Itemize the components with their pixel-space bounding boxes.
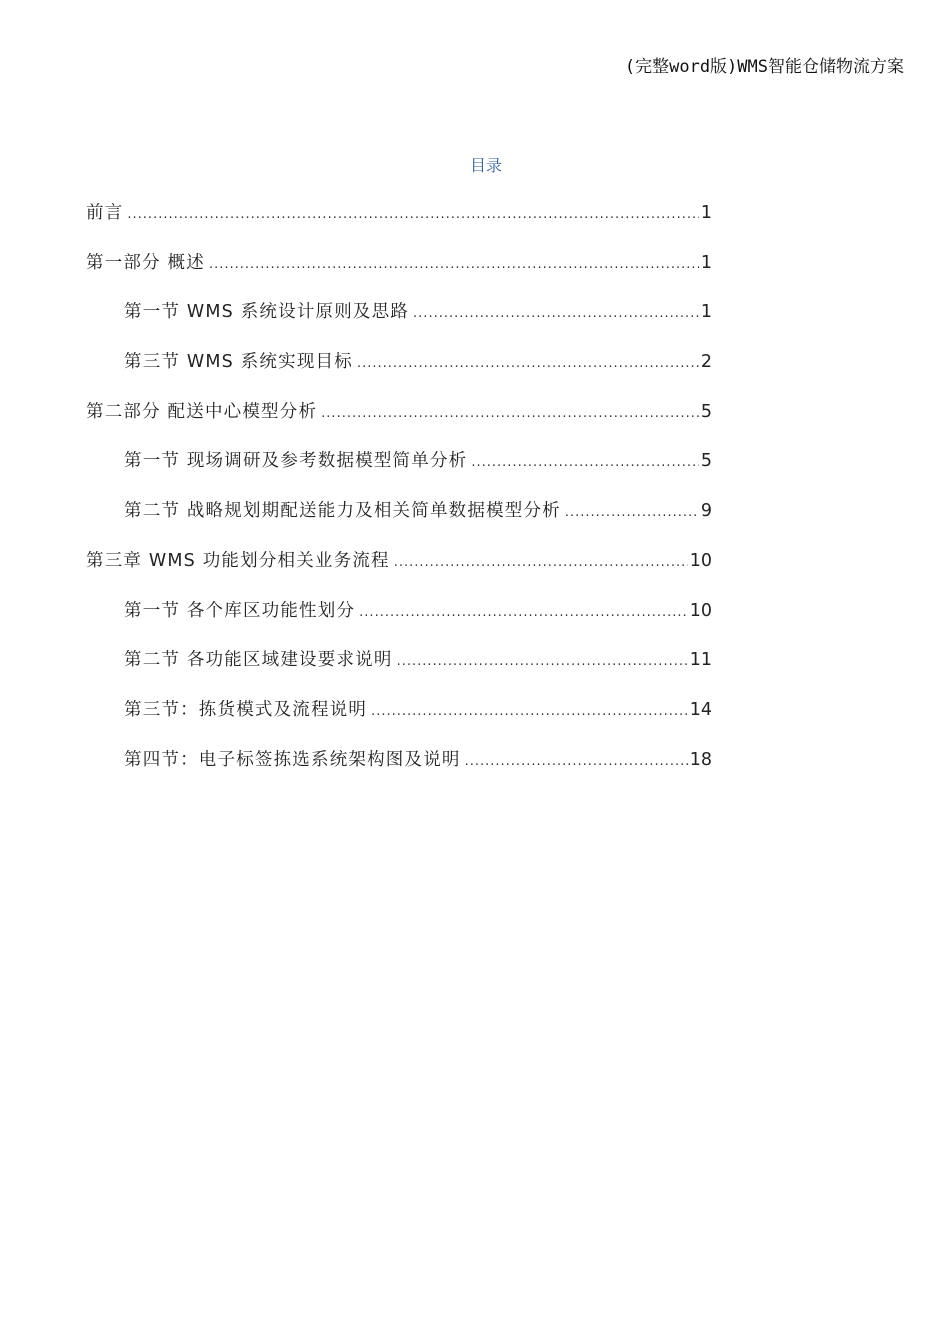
- toc-entry-chapter-3-section-1[interactable]: [86, 597, 712, 647]
- toc-dot-leader: [359, 605, 688, 620]
- toc-page-number: 9: [700, 501, 712, 522]
- toc-page-number: 1: [700, 252, 712, 273]
- toc-page-number: 5: [700, 401, 712, 422]
- document-header-title: (完整word版)WMS智能仓储物流方案: [624, 57, 904, 77]
- toc-dot-leader: [357, 356, 699, 371]
- toc-page-number: 11: [689, 650, 712, 671]
- toc-entry-part-1[interactable]: [86, 249, 712, 299]
- toc-entry-text: 第一节 现场调研及参考数据模型简单分析: [124, 451, 468, 472]
- toc-dot-leader: [394, 555, 688, 570]
- toc-dot-leader: [127, 207, 698, 222]
- toc-dot-leader: [413, 306, 699, 321]
- toc-title: 目录: [469, 156, 502, 175]
- toc-entry-part-2[interactable]: [86, 398, 712, 448]
- toc-entry-text: 第四节：电子标签拣选系统架构图及说明: [124, 749, 461, 770]
- toc-entry-preface[interactable]: [86, 199, 712, 249]
- toc-entry-text: 第二节 战略规划期配送能力及相关简单数据模型分析: [124, 501, 561, 522]
- toc-dot-leader: [471, 455, 698, 470]
- toc-entry-chapter-3-section-2[interactable]: [86, 646, 712, 696]
- toc-dot-leader: [465, 754, 688, 769]
- toc-dot-leader: [371, 704, 688, 719]
- toc-page-number: 1: [700, 203, 712, 223]
- toc-entry-part-2-section-2[interactable]: [86, 497, 712, 547]
- toc-entry-chapter-3[interactable]: [86, 547, 712, 597]
- toc-entry-chapter-3-section-3[interactable]: [86, 696, 712, 746]
- toc-entry-text: 第一节 各个库区功能性划分: [124, 600, 356, 621]
- toc-page-number: 2: [700, 352, 712, 373]
- toc-entry-text: 第二节 各功能区域建设要求说明: [124, 650, 393, 671]
- toc-page-number: 18: [689, 749, 712, 770]
- toc-dot-leader: [565, 505, 699, 520]
- toc-entry-text: 第一节 WMS 系统设计原则及思路: [124, 302, 410, 323]
- toc-entry-text: 第二部分 配送中心模型分析: [86, 401, 318, 422]
- toc-dot-leader: [321, 406, 699, 421]
- toc-entry-text: 第三节：拣货模式及流程说明: [124, 699, 368, 720]
- toc-dot-leader: [397, 654, 688, 669]
- toc-page-number: 14: [689, 699, 712, 720]
- toc-entry-text: 第一部分 概述: [86, 252, 205, 273]
- toc-entry-part-2-section-1[interactable]: [86, 447, 712, 497]
- toc-entry-text: 前言: [86, 203, 124, 223]
- toc-page-number: 10: [689, 600, 712, 621]
- toc-entry-chapter-3-section-4[interactable]: [86, 746, 712, 796]
- toc-entry-text: 第三章 WMS 功能划分相关业务流程: [86, 550, 390, 571]
- toc-page-number: 5: [700, 451, 712, 472]
- toc-entry-part-1-section-3[interactable]: [86, 348, 712, 398]
- toc-entry-text: 第三节 WMS 系统实现目标: [124, 352, 353, 373]
- table-of-contents: [86, 199, 712, 795]
- toc-dot-leader: [209, 257, 699, 272]
- toc-page-number: 1: [700, 302, 712, 323]
- toc-entry-part-1-section-1[interactable]: [86, 298, 712, 348]
- toc-page-number: 10: [689, 550, 712, 571]
